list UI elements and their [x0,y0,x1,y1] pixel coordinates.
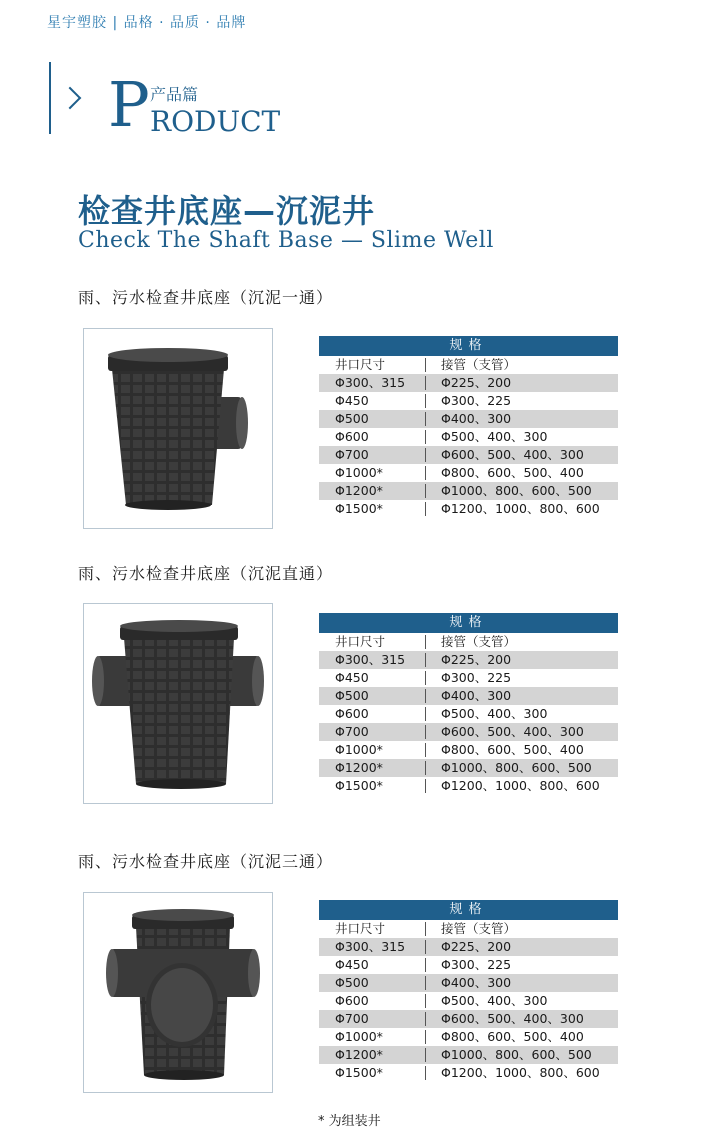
cell-pipe: Φ225、200 [441,375,512,390]
cell-pipe: Φ1200、1000、800、600 [441,501,600,516]
section-title: 雨、污水检查井底座（沉泥三通） [78,852,334,871]
table-row [319,777,618,795]
product-word: RODUCT [150,105,281,138]
cell-pipe: Φ600、500、400、300 [441,1011,584,1026]
cell-size: Φ450 [335,957,369,972]
spec-header: 规格 [319,613,618,633]
section-title: 雨、污水检查井底座（沉泥直通） [78,564,334,583]
cell-pipe: Φ600、500、400、300 [441,724,584,739]
cell-size: Φ300、315 [335,375,406,390]
cell-size: Φ600 [335,993,369,1008]
col-header-pipe: 接管（支管） [441,634,517,649]
table-row [319,1046,618,1064]
cell-size: Φ1000* [335,742,383,757]
cell-size: Φ1000* [335,1029,383,1044]
cell-pipe: Φ800、600、500、400 [441,1029,584,1044]
cell-size: Φ1500* [335,501,383,516]
cell-size: Φ1500* [335,1065,383,1080]
product-initial: P [108,68,150,141]
table-row [319,759,618,777]
table-row [319,687,618,705]
table-row [319,938,618,956]
spec-table [319,900,618,1082]
cell-size: Φ1000* [335,465,383,480]
table-row [319,705,618,723]
cell-pipe: Φ300、225 [441,393,512,408]
cell-size: Φ1200* [335,760,383,775]
table-row [319,1028,618,1046]
table-row [319,992,618,1010]
cell-pipe: Φ800、600、500、400 [441,465,584,480]
cell-pipe: Φ1000、800、600、500 [441,1047,592,1062]
table-row [319,428,618,446]
table-row [319,956,618,974]
cell-size: Φ700 [335,447,369,462]
table-row [319,464,618,482]
cell-size: Φ300、315 [335,652,406,667]
table-row [319,723,618,741]
header-divider [49,62,51,134]
product-image-straight [83,603,273,804]
table-row [319,482,618,500]
cell-size: Φ300、315 [335,939,406,954]
col-header-size: 井口尺寸 [335,634,386,649]
spec-table [319,336,618,518]
brand-line: 星宇塑胶 | 品格 · 品质 · 品牌 [47,15,247,31]
cell-pipe: Φ225、200 [441,652,512,667]
table-row [319,446,618,464]
cell-pipe: Φ1200、1000、800、600 [441,1065,600,1080]
cell-pipe: Φ400、300 [441,411,512,426]
well-three-way-illustration [84,893,272,1092]
cell-size: Φ700 [335,1011,369,1026]
cell-pipe: Φ300、225 [441,957,512,972]
section-title: 雨、污水检查井底座（沉泥一通） [78,288,334,307]
cell-pipe: Φ1000、800、600、500 [441,483,592,498]
table-row [319,669,618,687]
spec-header: 规格 [319,900,618,920]
table-row [319,392,618,410]
col-header-pipe: 接管（支管） [441,357,517,372]
cell-pipe: Φ400、300 [441,688,512,703]
col-header-size: 井口尺寸 [335,357,386,372]
cell-pipe: Φ800、600、500、400 [441,742,584,757]
well-straight-outlet-illustration [84,604,272,803]
table-row [319,920,618,938]
cell-pipe: Φ300、225 [441,670,512,685]
cell-size: Φ700 [335,724,369,739]
table-row [319,356,618,374]
page-title-cn: 检查井底座—沉泥井 [78,192,376,230]
table-row [319,651,618,669]
spec-header: 规格 [319,336,618,356]
table-row [319,1064,618,1082]
table-row [319,633,618,651]
cell-size: Φ500 [335,411,369,426]
table-row [319,1010,618,1028]
well-single-outlet-illustration [84,329,272,528]
cell-pipe: Φ500、400、300 [441,429,548,444]
table-row [319,741,618,759]
product-cn-label: 产品篇 [150,85,199,104]
cell-size: Φ1200* [335,483,383,498]
table-row [319,974,618,992]
col-header-size: 井口尺寸 [335,921,386,936]
cell-size: Φ500 [335,688,369,703]
cell-size: Φ450 [335,393,369,408]
cell-pipe: Φ500、400、300 [441,706,548,721]
cell-size: Φ500 [335,975,369,990]
col-header-pipe: 接管（支管） [441,921,517,936]
product-image-single [83,328,273,529]
chevron-right-icon [59,87,82,110]
table-row [319,410,618,428]
page-title-en: Check The Shaft Base — Slime Well [78,228,494,253]
cell-pipe: Φ500、400、300 [441,993,548,1008]
cell-pipe: Φ400、300 [441,975,512,990]
footnote: * 为组装井 [318,1114,381,1129]
cell-pipe: Φ1000、800、600、500 [441,760,592,775]
cell-pipe: Φ600、500、400、300 [441,447,584,462]
cell-size: Φ600 [335,706,369,721]
table-row [319,500,618,518]
product-image-tee [83,892,273,1093]
spec-table [319,613,618,795]
table-row [319,374,618,392]
cell-size: Φ1200* [335,1047,383,1062]
cell-pipe: Φ225、200 [441,939,512,954]
cell-pipe: Φ1200、1000、800、600 [441,778,600,793]
cell-size: Φ450 [335,670,369,685]
cell-size: Φ600 [335,429,369,444]
cell-size: Φ1500* [335,778,383,793]
